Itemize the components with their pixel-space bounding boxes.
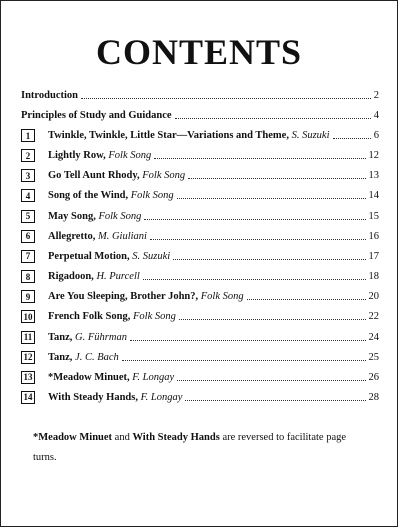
toc-page-number: 25 [368, 351, 379, 363]
track-number-box: 5 [21, 210, 35, 223]
toc-entry[interactable] [21, 285, 379, 303]
toc-entry-label [48, 251, 170, 263]
dot-leader [143, 278, 366, 280]
toc-section-principles[interactable] [21, 104, 379, 122]
piece-title: Perpetual Motion, [48, 250, 130, 262]
toc-page-number: 16 [368, 230, 379, 242]
track-number-box: 3 [21, 169, 35, 182]
toc-entry-label [48, 332, 127, 344]
composer-name: Folk Song [200, 291, 244, 303]
track-number-box: 2 [21, 149, 35, 162]
dot-leader [150, 238, 366, 240]
toc-entry-label [48, 271, 140, 283]
toc-page-number: 22 [368, 311, 379, 323]
toc-entry-label [48, 150, 151, 162]
toc-page-number: 12 [368, 150, 379, 162]
dot-leader [144, 218, 365, 220]
toc-entry-label [48, 372, 174, 384]
toc-page-number: 26 [368, 371, 379, 383]
dot-leader [188, 177, 365, 179]
toc-entry-label [48, 190, 174, 202]
dot-leader [247, 298, 366, 300]
piece-title: Song of the Wind, [48, 190, 129, 202]
footnote [33, 428, 357, 468]
piece-title: Tanz, [48, 331, 73, 343]
piece-title: Tanz, [48, 351, 73, 363]
page-title: CONTENTS [95, 32, 303, 72]
toc-section-label: Principles of Study and Guidance [21, 110, 172, 121]
composer-name: Folk Song [108, 150, 152, 162]
toc-page-number: 6 [373, 130, 379, 141]
dot-leader [179, 318, 366, 320]
toc-entry[interactable] [21, 225, 379, 243]
composer-name: J. C. Bach [75, 351, 119, 363]
toc-page-number: 28 [368, 391, 379, 403]
toc-section-label: Introduction [21, 90, 78, 101]
dot-leader [177, 197, 366, 199]
toc-page-number: 13 [368, 170, 379, 182]
composer-name: S. Suzuki [132, 250, 171, 262]
toc-entry[interactable] [21, 346, 379, 364]
track-number-box: 12 [21, 351, 35, 364]
piece-title: Go Tell Aunt Rhody, [48, 170, 140, 182]
dot-leader [333, 137, 371, 139]
toc-entry-label [48, 311, 176, 323]
toc-page-number: 15 [368, 210, 379, 222]
piece-title: French Folk Song, [48, 311, 131, 323]
composer-name: G. Führman [75, 331, 127, 343]
dot-leader [130, 339, 366, 341]
piece-title: Lightly Row, [48, 150, 106, 162]
toc-entry-label [48, 352, 119, 364]
toc-entry[interactable] [21, 205, 379, 223]
track-number-box: 8 [21, 270, 35, 283]
dot-leader [177, 379, 365, 381]
toc-entry-label [48, 392, 182, 404]
toc-page-number: 2 [373, 90, 379, 101]
track-number-box: 10 [21, 310, 35, 323]
footnote-bold-2: With Steady Hands [132, 432, 220, 443]
toc-page-number: 20 [368, 291, 379, 303]
footnote-text-2: are reversed to facilitate page turns. [33, 432, 347, 463]
track-number-box: 7 [21, 250, 35, 263]
composer-name: Folk Song [132, 311, 176, 323]
piece-title: Are You Sleeping, Brother John?, [48, 291, 199, 303]
composer-name: H. Purcell [96, 271, 140, 282]
dot-leader [173, 258, 365, 260]
toc-entry-label [48, 231, 147, 243]
piece-title: With Steady Hands, [48, 391, 138, 403]
toc-entry-label [48, 170, 185, 182]
footnote-bold-1: *Meadow Minuet [33, 432, 113, 443]
piece-title: Twinkle, Twinkle, Little Star—Variations and Theme, [48, 130, 289, 141]
track-number-box: 6 [21, 230, 35, 243]
toc-entry[interactable] [21, 124, 379, 142]
composer-name: F. Longay [132, 371, 175, 383]
toc-page-number: 14 [368, 190, 379, 202]
dot-leader [122, 359, 366, 361]
composer-name: F. Longay [140, 391, 183, 403]
toc-entry-label [48, 130, 330, 142]
toc-page-number: 17 [368, 250, 379, 262]
dot-leader [185, 399, 365, 401]
dot-leader [154, 157, 365, 159]
toc-page-number: 18 [368, 271, 379, 282]
composer-name: Folk Song [142, 170, 186, 182]
toc-entry[interactable] [21, 265, 379, 283]
toc-entry[interactable] [21, 184, 379, 202]
track-number-box: 14 [21, 391, 35, 404]
toc-entry[interactable] [21, 245, 379, 263]
composer-name: M. Giuliani [97, 230, 147, 242]
toc-entry-label [48, 291, 244, 303]
piece-title: Rigadoon, [48, 271, 94, 282]
composer-name: S. Suzuki [291, 130, 330, 141]
track-number-box: 13 [21, 371, 35, 384]
toc-entry-label [48, 211, 141, 223]
toc-page-number: 24 [368, 331, 379, 343]
toc-entry[interactable] [21, 386, 379, 404]
track-number-box: 1 [21, 129, 35, 142]
piece-title: May Song, [48, 210, 96, 222]
track-number-box: 11 [21, 331, 35, 344]
piece-title: *Meadow Minuet, [48, 371, 130, 383]
track-number-box: 4 [21, 189, 35, 202]
toc-entry[interactable] [21, 144, 379, 162]
footnote-text-1: and [112, 432, 133, 443]
toc-entry[interactable] [21, 326, 379, 344]
toc-entry[interactable] [21, 366, 379, 384]
toc-entry[interactable] [21, 164, 379, 182]
composer-name: Folk Song [130, 190, 174, 202]
toc-page-number: 4 [373, 110, 379, 121]
toc-entry[interactable] [21, 305, 379, 323]
composer-name: Folk Song [98, 210, 142, 222]
dot-leader [81, 97, 371, 99]
toc-section-introduction[interactable] [21, 84, 379, 102]
piece-title: Allegretto, [48, 230, 96, 242]
dot-leader [175, 117, 371, 119]
track-number-box: 9 [21, 290, 35, 303]
